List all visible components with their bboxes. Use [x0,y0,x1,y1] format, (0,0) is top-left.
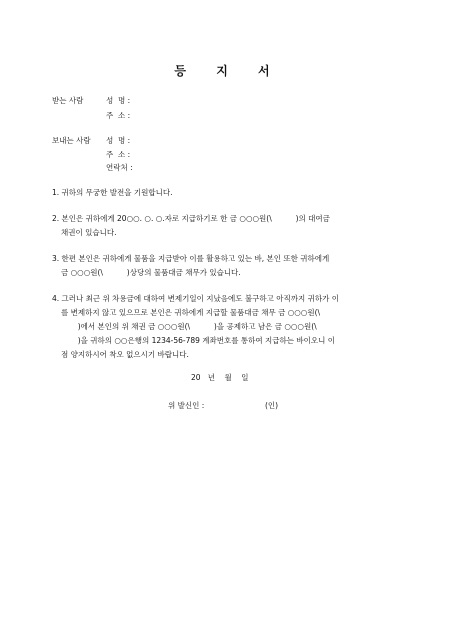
receiver-label: 받는 사람 [52,96,84,105]
sender-contact-label: 연락처 : [106,163,133,172]
paragraph-4-line-3: )에서 본인의 위 채권 금 ○○○원(\ )을 공제하고 남은 금 ○○○원(\ [61,322,317,331]
sender-label: 보내는 사람 [52,136,91,145]
paragraph-1 [52,186,400,200]
paragraph-3-line-1: 3. 한편 본인은 귀하에게 물품을 지급받아 이를 활용하고 있는 바, 본인 또한 귀하에게 [52,254,330,263]
paragraph-4-line-5: 점 양지하시어 착오 없으시기 바랍니다. [61,350,189,359]
paragraph-4-line-4: )을 귀하의 ○○은행의 1234-56-789 계좌번호를 통하여 지급하는 바이오니 이 [61,336,336,345]
paragraph-3-line-2: 금 ○○○원(\ )상당의 물품대금 채무가 있습니다. [61,268,241,277]
date-line: 20 년 월 일 [191,373,249,382]
paragraph-4-line-1: 4. 그러나 최근 위 차용금에 대하여 변제기일이 지났음에도 불구하고 아직까지 귀하가 이 [52,294,339,303]
paragraph-2-line-2: 채권이 있습니다. [61,228,117,237]
sender-name-label: 성 명 : [106,136,131,145]
sender-signature-label: 위 발신인 : [168,401,205,410]
document-title: 등 지 서 [174,64,276,78]
paragraph-4-line-2: 를 변제하지 않고 있으므로 본인은 귀하에게 지급할 물품대금 채무 금 ○○○원(\ [61,308,321,317]
paragraph-2-line-1: 2. 본인은 귀하에게 20○○. ○. ○.자로 지급하기로 한 금 ○○○원(\ )의 대여금 [52,214,330,223]
receiver-name-label: 성 명 : [106,96,131,105]
paragraph-4 [52,292,400,362]
sender-address-label: 주 소 : [106,150,131,159]
paragraph-3 [52,252,400,280]
paragraph-1-text: 1. 귀하의 무궁한 발전을 기원합니다. [52,188,173,197]
receiver-address-label: 주 소 : [106,111,131,120]
paragraph-2 [52,212,400,240]
seal-mark: (인) [265,401,279,410]
